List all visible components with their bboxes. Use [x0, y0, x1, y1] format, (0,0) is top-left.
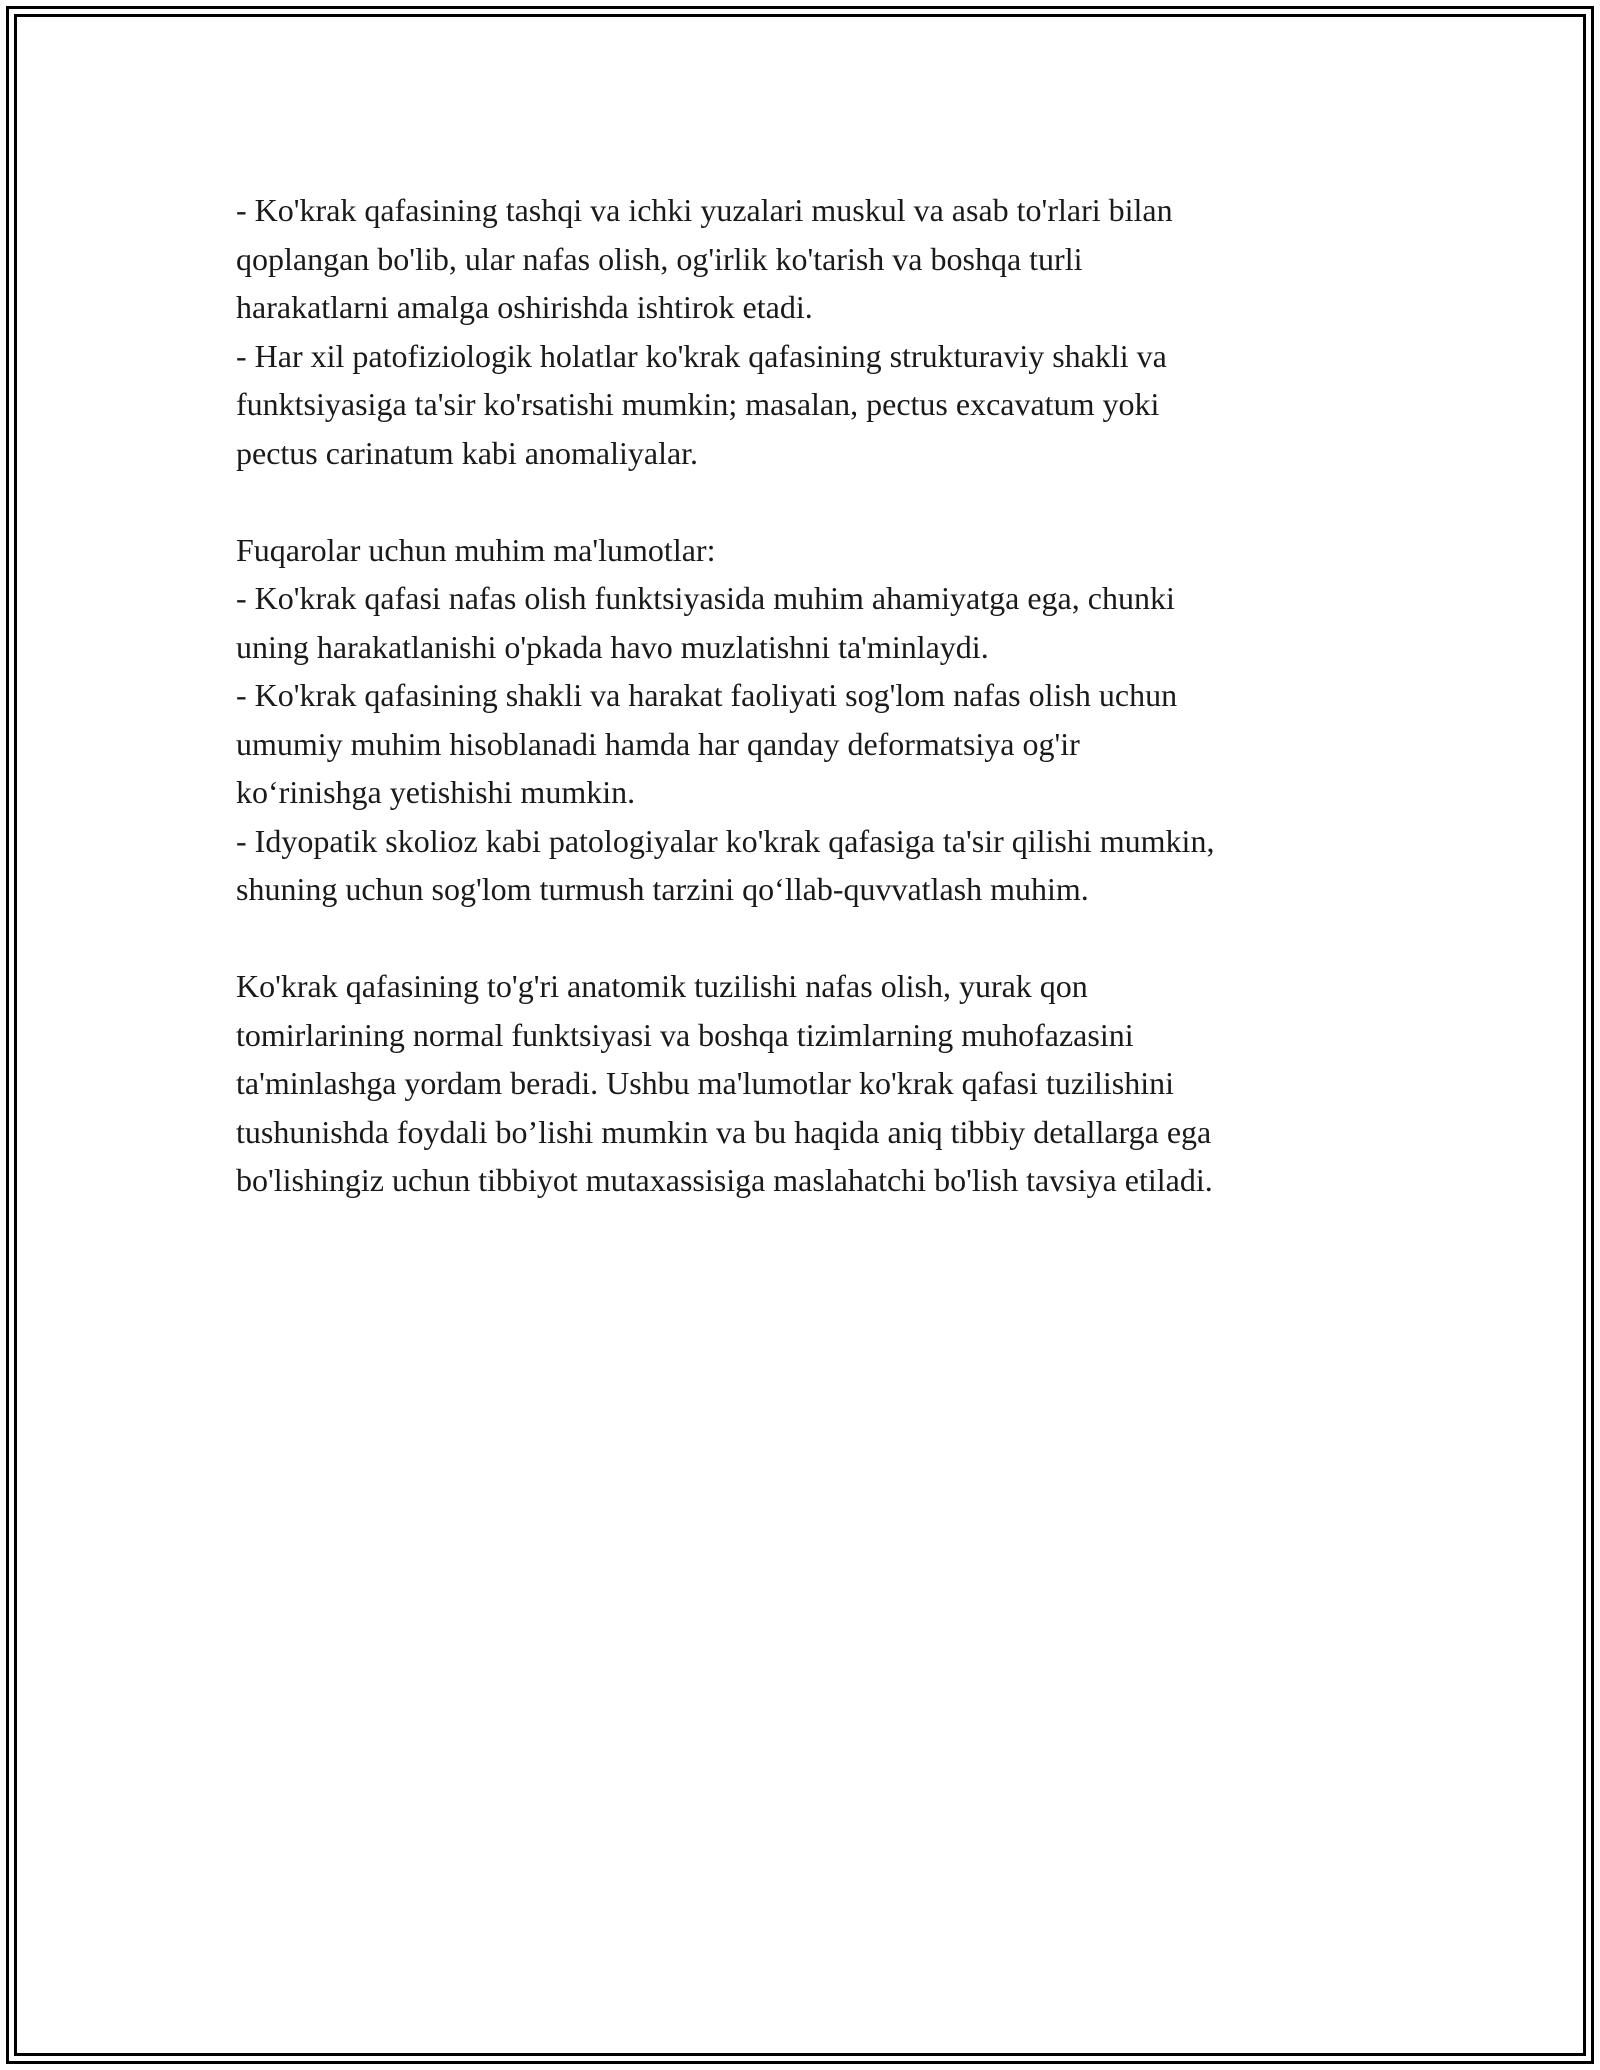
text-line: pectus carinatum kabi anomaliyalar.: [236, 434, 699, 471]
text-line: - Har xil patofiziologik holatlar ko'krak qafasining strukturaviy shakli va: [236, 337, 1167, 374]
paragraph-gap: [236, 914, 1376, 963]
text-line: shuning uchun sog'lom turmush tarzini qo‘llab-quvvatlash muhim.: [236, 871, 1089, 907]
document-body: [236, 186, 1376, 1205]
text-line: - Ko'krak qafasining tashqi va ichki yuzalari muskul va asab to'rlari bilan: [236, 192, 1173, 228]
text-line: tomirlarining normal funktsiyasi va boshqa tizimlarning muhofazasini: [236, 1016, 1134, 1053]
text-line: harakatlarni amalga oshirishda ishtirok etadi.: [236, 289, 813, 325]
section-heading: Fuqarolar uchun muhim ma'lumotlar:: [236, 531, 716, 568]
paragraph-gap: [236, 477, 1376, 526]
text-line: umumiy muhim hisoblanadi hamda har qanday deformatsiya og'ir: [236, 725, 1080, 762]
text-line: tushunishda foydali bo’lishi mumkin va bu haqida aniq tibbiy detallarga ega: [236, 1113, 1212, 1150]
text-line: ko‘rinishga yetishishi mumkin.: [236, 774, 636, 810]
text-line: - Ko'krak qafasining shakli va harakat faoliyati sog'lom nafas olish uchun: [236, 677, 1178, 713]
text-line: Ko'krak qafasining to'g'ri anatomik tuzilishi nafas olish, yurak qon: [236, 968, 1088, 1004]
text-line: - Ko'krak qafasi nafas olish funktsiyasida muhim ahamiyatga ega, chunki: [236, 580, 1175, 616]
text-line: bo'lishingiz uchun tibbiyot mutaxassisiga maslahatchi bo'lish tavsiya etiladi.: [236, 1162, 1213, 1198]
text-line: ta'minlashga yordam beradi. Ushbu ma'lumotlar ko'krak qafasi tuzilishini: [236, 1065, 1174, 1101]
text-line: funktsiyasiga ta'sir ko'rsatishi mumkin; masalan, pectus excavatum yoki: [236, 386, 1160, 422]
text-line: qoplangan bo'lib, ular nafas olish, og'irlik ko'tarish va boshqa turli: [236, 240, 1083, 277]
text-line: - Idyopatik skolioz kabi patologiyalar ko'krak qafasiga ta'sir qilishi mumkin,: [236, 822, 1215, 859]
text-line: uning harakatlanishi o'pkada havo muzlatishni ta'minlaydi.: [236, 628, 989, 665]
